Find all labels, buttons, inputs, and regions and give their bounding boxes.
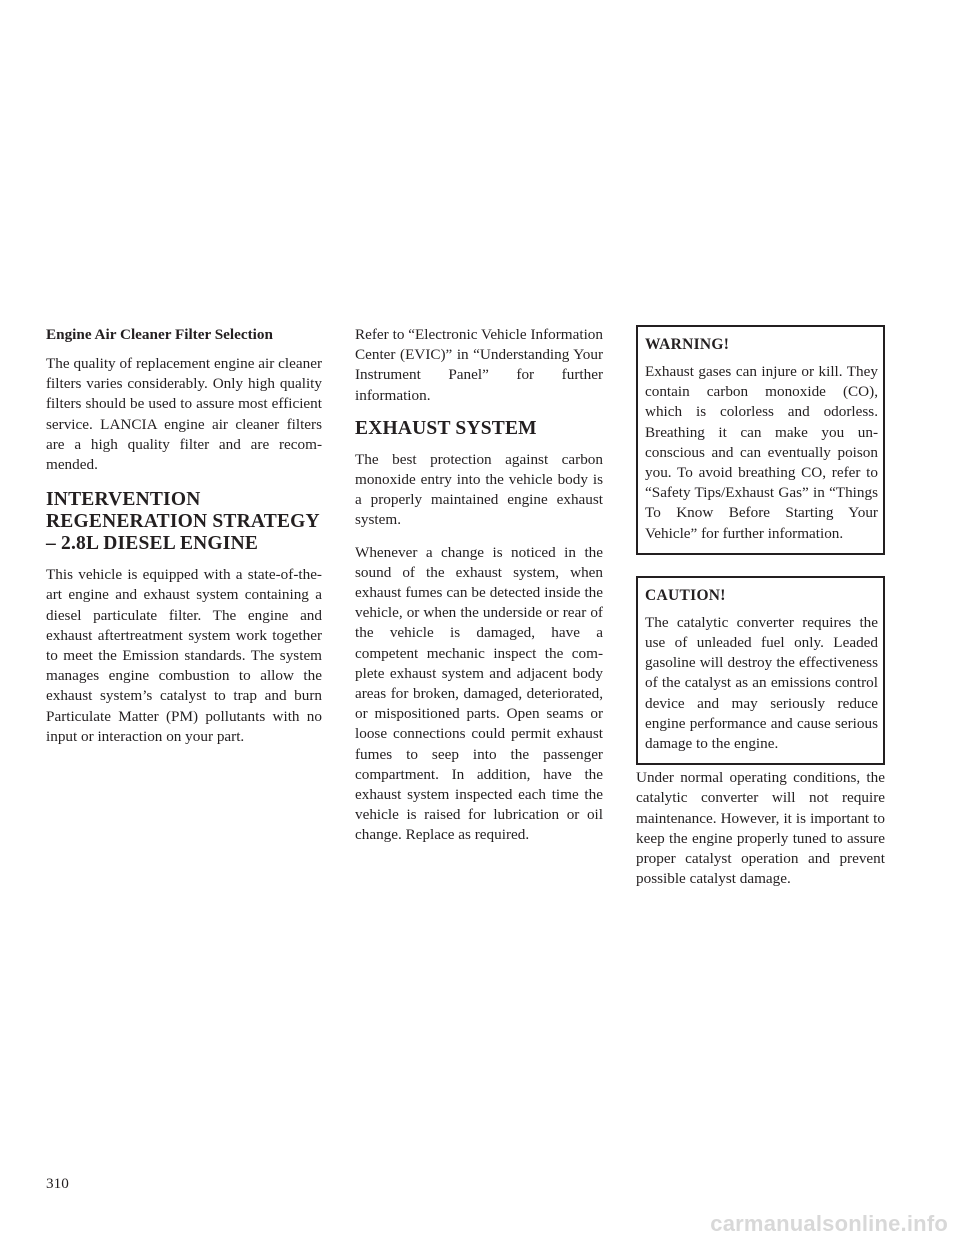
column-right xyxy=(636,325,885,901)
caution-title: CAUTION! xyxy=(645,586,726,604)
watermark: carmanualsonline.info xyxy=(710,1211,948,1236)
caution-text: The catalytic converter requires the use of unleaded fuel only. Leaded gasoline will destroy the effectiveness of the catalyst as an emissions control device and may seriously reduce engine performance and cause serious damage to the engine. xyxy=(645,613,878,753)
caution-box xyxy=(636,576,885,765)
heading-intervention-regeneration: INTERVENTION REGENERATION STRATEGY – 2.8L DIESEL ENGINE xyxy=(46,489,320,555)
subheading-air-cleaner-filter: Engine Air Cleaner Filter Selection xyxy=(46,326,273,343)
heading-exhaust-system: EXHAUST SYSTEM xyxy=(355,417,537,439)
paragraph-filter-quality: The quality of replacement engine air cleaner filters varies considerably. Only high quality filters should be used to assure most efficient service. LANCIA engine air cleaner filters are a high quality filter and are recommended. xyxy=(46,355,322,474)
column-left xyxy=(46,325,322,759)
paragraph-carbon-monoxide-protection: The best protection against carbon monoxide entry into the vehicle body is a properly maintained engine exhaust system. xyxy=(355,450,603,529)
warning-text: Exhaust gases can injure or kill. They contain carbon monoxide (CO), which is colorless and odorless. Breathing it can make you unconscious and can eventually poison you. To avoid breathing CO, refer to “Safety Tips/Exhaust Gas” in “Things To Know Before Starting Your Vehicle” for further information. xyxy=(645,363,878,542)
paragraph-evic-reference: Refer to “Electronic Vehicle Information Center (EVIC)” in “Understanding Your Instrument Panel” for further information. xyxy=(355,326,603,404)
page-number: 310 xyxy=(46,1175,69,1192)
paragraph-exhaust-inspection: Whenever a change is noticed in the sound of the exhaust system, when exhaust fumes can be detected inside the vehicle, or when the underside or rear of the vehicle is damaged, have a competent mechanic inspect the complete exhaust system and adjacent body areas for broken, damaged, deteriorated, or mispositioned parts. Open seams or loose connections could permit exhaust fumes to seep into the passenger compartment. In addition, have the exhaust system inspected each time the vehicle is raised for lubrication or oil change. Replace as required. xyxy=(355,543,603,844)
paragraph-diesel-particulate-filter: This vehicle is equipped with a state-of-the-art engine and exhaust system containing a diesel particulate filter. The engine and exhaust aftertreatment system work together to meet the Emission standards. The system manages engine combustion to allow the exhaust system’s catalyst to trap and burn Particulate Matter (PM) pollutants with no input or interaction on your part. xyxy=(46,566,322,745)
column-middle xyxy=(355,325,603,858)
warning-title: WARNING! xyxy=(645,336,730,353)
warning-box xyxy=(636,325,885,555)
paragraph-catalytic-converter-maintenance: Under normal operating conditions, the catalytic converter will not require maintenance. However, it is important to keep the engine properly tuned to assure proper catalyst operation and prevent possible catalyst damage. xyxy=(636,769,885,888)
